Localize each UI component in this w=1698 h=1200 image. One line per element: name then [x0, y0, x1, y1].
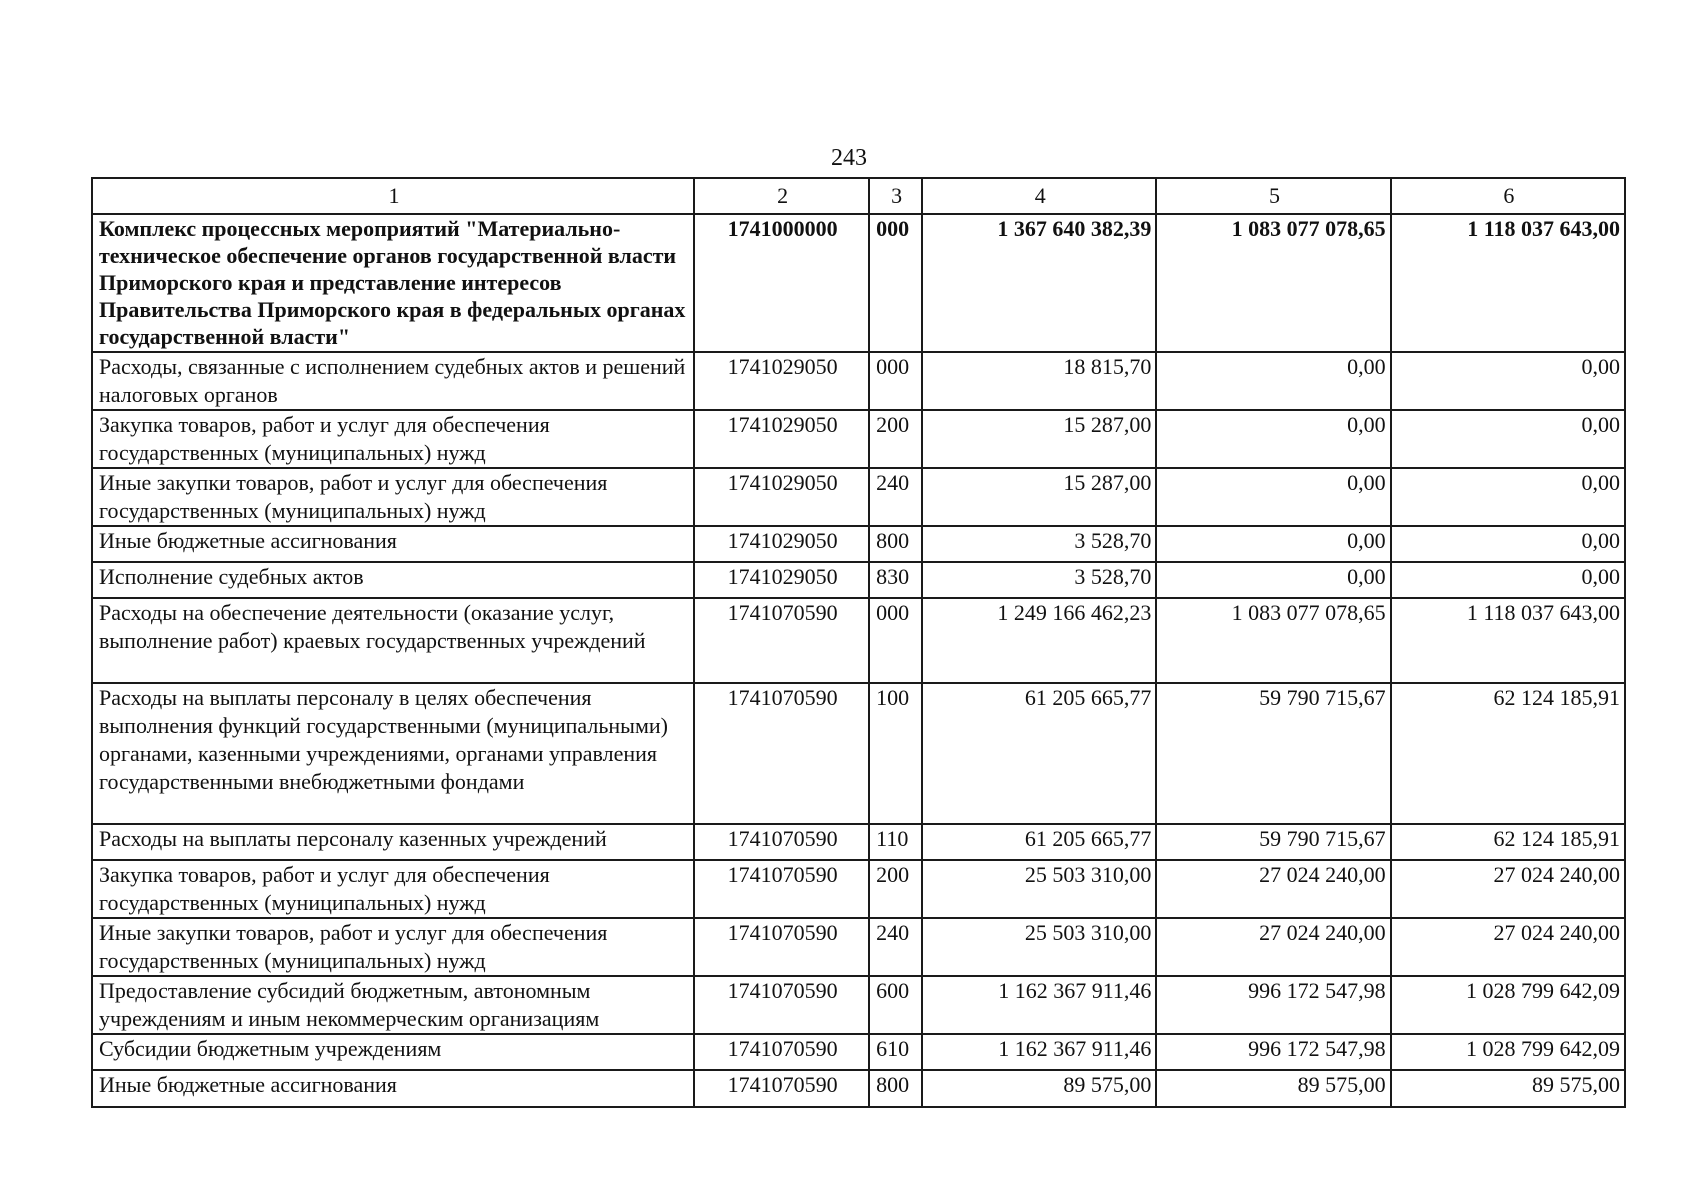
table-row: [92, 598, 1625, 683]
row-code: 1741070590: [694, 918, 869, 976]
row-code: 1741070590: [694, 1034, 869, 1070]
table-row: [92, 352, 1625, 410]
table-row: [92, 860, 1625, 918]
row-value-6: 27 024 240,00: [1391, 918, 1625, 976]
table-row: [92, 918, 1625, 976]
table-row: [92, 410, 1625, 468]
row-name: Иные бюджетные ассигнования: [92, 1070, 694, 1107]
row-value-5: 0,00: [1156, 352, 1390, 410]
row-name: Предоставление субсидий бюджетным, автономным учреждениям и иным некоммерческим организациям: [92, 976, 694, 1034]
row-value-4: 1 249 166 462,23: [922, 598, 1156, 683]
row-name: Иные закупки товаров, работ и услуг для обеспечения государственных (муниципальных) нужд: [92, 918, 694, 976]
row-name: Расходы на обеспечение деятельности (оказание услуг, выполнение работ) краевых государственных учреждений: [92, 598, 694, 683]
row-type: 800: [869, 526, 922, 562]
row-code: 1741000000: [694, 214, 869, 352]
column-header-4: 4: [922, 178, 1156, 214]
row-code: 1741070590: [694, 824, 869, 860]
row-value-6: 27 024 240,00: [1391, 860, 1625, 918]
row-value-4: 25 503 310,00: [922, 860, 1156, 918]
row-value-4: 15 287,00: [922, 468, 1156, 526]
row-code: 1741070590: [694, 860, 869, 918]
table-row: [92, 214, 1625, 352]
row-value-4: 18 815,70: [922, 352, 1156, 410]
row-name: Исполнение судебных актов: [92, 562, 694, 598]
row-value-6: 62 124 185,91: [1391, 824, 1625, 860]
header-row: [92, 178, 1625, 214]
row-value-5: 1 083 077 078,65: [1156, 214, 1390, 352]
column-header-3: 3: [869, 178, 922, 214]
row-name: Комплекс процессных мероприятий "Материально-техническое обеспечение органов государственной власти Приморского края и представление интересов Правительства Приморского края в федеральных органах государственной власти": [92, 214, 694, 352]
row-value-5: 1 083 077 078,65: [1156, 598, 1390, 683]
table-row: [92, 683, 1625, 824]
row-value-4: 1 367 640 382,39: [922, 214, 1156, 352]
row-value-4: 61 205 665,77: [922, 683, 1156, 824]
row-value-6: 1 028 799 642,09: [1391, 976, 1625, 1034]
row-code: 1741070590: [694, 598, 869, 683]
row-code: 1741029050: [694, 410, 869, 468]
row-type: 600: [869, 976, 922, 1034]
table-header: [92, 178, 1625, 214]
row-value-5: 996 172 547,98: [1156, 976, 1390, 1034]
budget-table: [91, 177, 1626, 1108]
row-type: 240: [869, 468, 922, 526]
row-code: 1741070590: [694, 683, 869, 824]
row-type: 000: [869, 352, 922, 410]
row-value-4: 15 287,00: [922, 410, 1156, 468]
column-header-6: 6: [1391, 178, 1625, 214]
row-value-6: 0,00: [1391, 352, 1625, 410]
row-value-6: 1 118 037 643,00: [1391, 214, 1625, 352]
row-value-6: 0,00: [1391, 468, 1625, 526]
row-type: 110: [869, 824, 922, 860]
row-value-5: 0,00: [1156, 468, 1390, 526]
row-name: Закупка товаров, работ и услуг для обеспечения государственных (муниципальных) нужд: [92, 410, 694, 468]
row-value-5: 0,00: [1156, 410, 1390, 468]
row-code: 1741029050: [694, 468, 869, 526]
table-row: [92, 824, 1625, 860]
row-type: 000: [869, 598, 922, 683]
row-name: Расходы, связанные с исполнением судебных актов и решений налоговых органов: [92, 352, 694, 410]
table-row: [92, 526, 1625, 562]
row-type: 200: [869, 860, 922, 918]
row-value-4: 25 503 310,00: [922, 918, 1156, 976]
row-type: 800: [869, 1070, 922, 1107]
row-value-4: 1 162 367 911,46: [922, 976, 1156, 1034]
row-value-5: 59 790 715,67: [1156, 683, 1390, 824]
row-code: 1741070590: [694, 976, 869, 1034]
row-name: Расходы на выплаты персоналу казенных учреждений: [92, 824, 694, 860]
row-name: Иные бюджетные ассигнования: [92, 526, 694, 562]
row-value-4: 3 528,70: [922, 526, 1156, 562]
row-code: 1741029050: [694, 526, 869, 562]
row-value-6: 0,00: [1391, 526, 1625, 562]
row-name: Субсидии бюджетным учреждениям: [92, 1034, 694, 1070]
row-name: Расходы на выплаты персоналу в целях обеспечения выполнения функций государственными (муниципальными) органами, казенными учреждениями, органами управления государственными внебюджетными фондами: [92, 683, 694, 824]
row-value-5: 27 024 240,00: [1156, 918, 1390, 976]
row-type: 610: [869, 1034, 922, 1070]
row-type: 240: [869, 918, 922, 976]
row-code: 1741029050: [694, 352, 869, 410]
row-name: Закупка товаров, работ и услуг для обеспечения государственных (муниципальных) нужд: [92, 860, 694, 918]
table-body: [92, 214, 1625, 1107]
row-value-4: 61 205 665,77: [922, 824, 1156, 860]
table-row: [92, 976, 1625, 1034]
row-type: 100: [869, 683, 922, 824]
row-value-6: 1 028 799 642,09: [1391, 1034, 1625, 1070]
row-code: 1741029050: [694, 562, 869, 598]
table-row: [92, 1070, 1625, 1107]
row-code: 1741070590: [694, 1070, 869, 1107]
row-value-4: 3 528,70: [922, 562, 1156, 598]
table-row: [92, 562, 1625, 598]
column-header-2: 2: [694, 178, 869, 214]
column-header-5: 5: [1156, 178, 1390, 214]
row-value-6: 1 118 037 643,00: [1391, 598, 1625, 683]
row-value-5: 27 024 240,00: [1156, 860, 1390, 918]
row-value-5: 0,00: [1156, 526, 1390, 562]
row-value-6: 89 575,00: [1391, 1070, 1625, 1107]
row-type: 000: [869, 214, 922, 352]
table-row: [92, 468, 1625, 526]
column-header-1: 1: [92, 178, 694, 214]
page-number: 243: [831, 145, 867, 171]
row-type: 200: [869, 410, 922, 468]
row-value-6: 0,00: [1391, 410, 1625, 468]
row-type: 830: [869, 562, 922, 598]
row-value-4: 89 575,00: [922, 1070, 1156, 1107]
table-row: [92, 1034, 1625, 1070]
row-value-5: 0,00: [1156, 562, 1390, 598]
row-value-6: 0,00: [1391, 562, 1625, 598]
row-value-4: 1 162 367 911,46: [922, 1034, 1156, 1070]
row-name: Иные закупки товаров, работ и услуг для обеспечения государственных (муниципальных) нужд: [92, 468, 694, 526]
row-value-6: 62 124 185,91: [1391, 683, 1625, 824]
row-value-5: 89 575,00: [1156, 1070, 1390, 1107]
row-value-5: 59 790 715,67: [1156, 824, 1390, 860]
row-value-5: 996 172 547,98: [1156, 1034, 1390, 1070]
